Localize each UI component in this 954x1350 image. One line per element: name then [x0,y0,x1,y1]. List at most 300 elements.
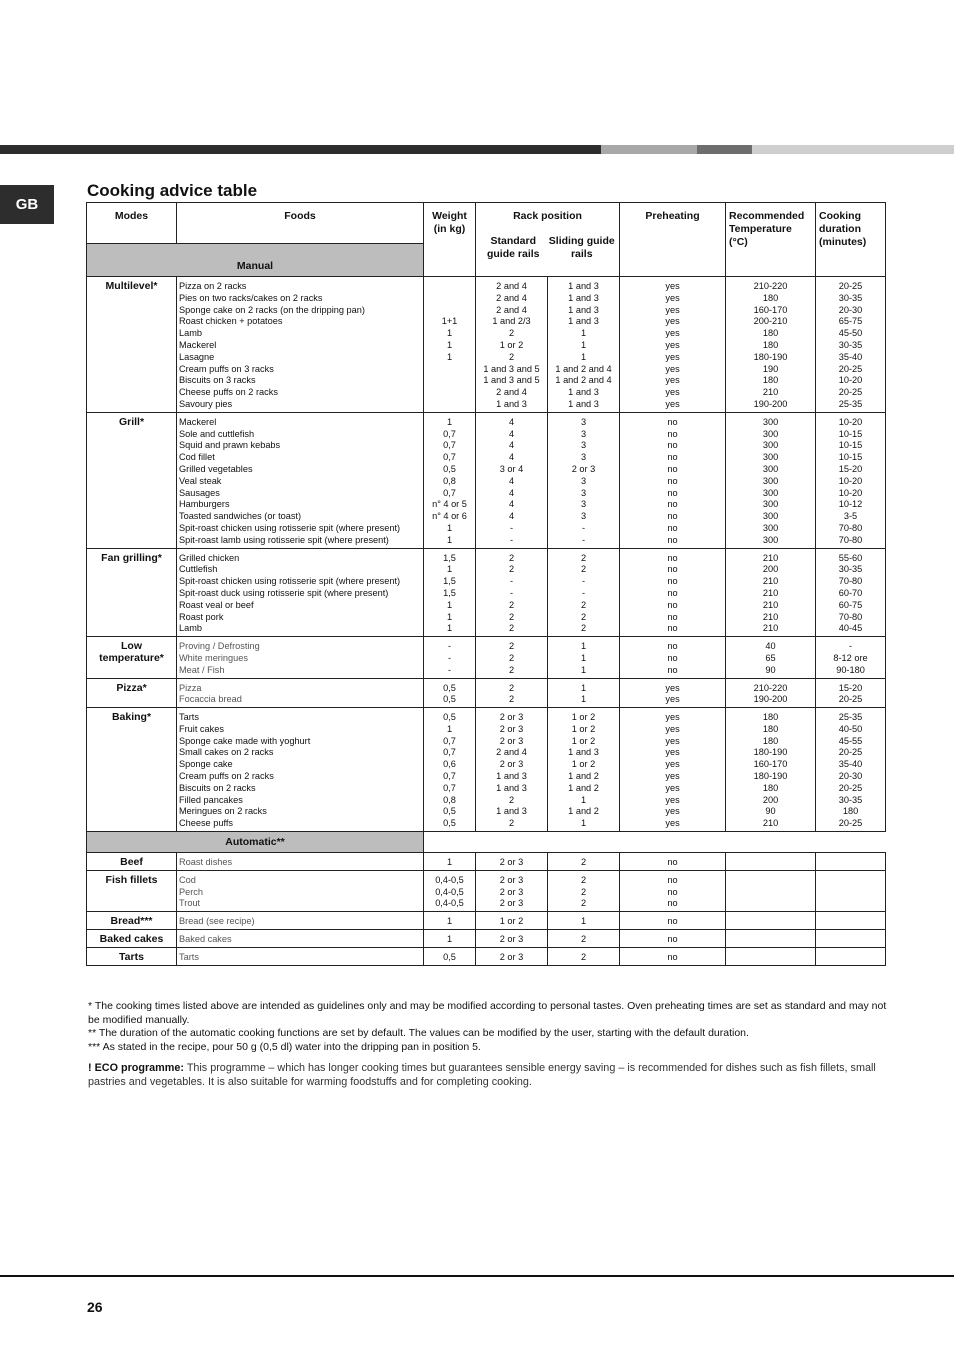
temperature-cell-line: 300 [762,463,779,474]
temperature-cell-line: 300 [762,452,779,463]
weight-cell [424,870,476,911]
duration-cell-line: 65-75 [838,316,863,327]
weight-cell-line [426,375,473,387]
sliding-rails-cell-line: 1 and 3 [568,747,599,758]
temperature-cell-line: 180-190 [753,351,788,362]
foods-cell-line: Cream puffs on 2 racks [179,771,274,782]
bottom-rule [0,1275,954,1277]
temperature-cell [726,708,816,832]
weight-cell-line: 0,5 [443,682,456,693]
sliding-rails-cell-line: 3 [580,511,587,522]
eco-programme-note [88,1062,888,1089]
temperature-cell-line: 180 [762,735,779,746]
foods-cell-line: Cod fillet [179,452,215,463]
temperature-cell-line: 210 [762,599,779,610]
standard-rails-cell [476,708,548,832]
automatic-row [87,853,886,871]
temperature-cell [726,947,816,965]
foods-cell-line: Tarts [179,951,199,962]
preheating-cell-line: yes [665,387,680,398]
header-standard: Standard guide rails [486,235,540,260]
temperature-cell-line: 180-190 [753,747,788,758]
duration-cell-line: 35-40 [838,351,863,362]
preheating-cell-line: no [667,511,678,522]
standard-rails-cell-line: 2 [508,564,515,575]
sliding-rails-cell-line: 1 [580,652,587,663]
duration-cell [816,548,886,637]
preheating-cell-line: yes [665,304,680,315]
duration-cell-line: 60-75 [838,599,863,610]
duration-cell-line: 20-30 [838,771,863,782]
foods-cell-line: Toasted sandwiches (or toast) [179,511,302,522]
sliding-rails-cell-line: 1 and 2 [568,771,599,782]
eco-label: ! ECO programme: [88,1062,184,1074]
weight-cell-line: 1 [446,522,453,533]
foods-cell-line: Sole and cuttlefish [179,428,255,439]
manual-row [87,277,886,413]
mode-name: Baking* [87,708,177,832]
preheating-cell [620,853,726,871]
header-preheating: Preheating [620,203,726,277]
preheating-cell-line: no [667,934,678,945]
header-weight [424,203,476,277]
duration-cell [816,947,886,965]
duration-cell-line: 20-25 [838,281,863,291]
temperature-cell-line: 210 [762,576,779,587]
standard-rails-cell-line: - [509,587,514,598]
duration-cell [816,637,886,678]
temperature-cell-line: 200-210 [753,316,788,327]
preheating-cell-line: no [667,463,678,474]
weight-cell-line: 0,8 [443,475,456,486]
header-weight-label: Weight (in kg) [432,210,467,235]
header-rack-position [476,203,620,277]
temperature-cell-line: 210 [762,623,779,634]
weight-cell-line: 1+1 [441,316,458,327]
duration-cell-line: 10-20 [838,475,863,486]
temperature-cell [726,930,816,948]
foods-cell-line: Spit-roast lamb using rotisserie spit (where present) [179,534,389,545]
foods-cell-line: Small cakes on 2 racks [179,747,274,758]
mode-name: Baked cakes [87,930,177,948]
manual-row [87,548,886,637]
sliding-rails-cell-line: 1 [580,916,587,927]
sliding-rails-cell [548,912,620,930]
preheating-cell-line: yes [665,328,680,339]
foods-cell-line: Perch [179,886,204,897]
duration-cell-line: 20-30 [838,304,863,315]
temperature-cell-line: 210 [762,552,779,563]
weight-cell-line [426,281,473,293]
temperature-cell-line: 210 [762,611,779,622]
temperature-cell [726,678,816,708]
weight-cell-line: 0,4-0,5 [435,898,464,909]
temperature-cell-line: 300 [762,475,779,486]
preheating-cell-line: no [667,641,678,652]
temperature-cell-line: 300 [762,534,779,545]
temperature-cell-line: 200 [762,564,779,575]
duration-cell-line: 20-25 [838,387,863,398]
weight-cell-line: 0,5 [443,951,456,962]
duration-cell-line: 70-80 [838,522,863,533]
cooking-advice-table [86,202,886,966]
duration-cell-line: 15-20 [838,463,863,474]
standard-rails-cell-line: 4 [508,440,515,451]
temperature-cell-line: 300 [762,487,779,498]
duration-cell-line: 20-25 [838,363,863,374]
duration-cell-line: 10-20 [838,416,863,427]
duration-cell-line: 10-15 [838,428,863,439]
temperature-cell-line: 180 [762,782,779,793]
duration-cell-line: 10-15 [838,452,863,463]
duration-cell-line: 10-12 [838,499,863,510]
page-title: Cooking advice table [87,181,258,200]
foods-cell-line: Biscuits on 2 racks [179,782,256,793]
sliding-rails-cell-line: 3 [580,416,587,427]
preheating-cell-line: no [667,599,678,610]
temperature-cell-line: 65 [765,652,776,663]
sliding-rails-cell-line: 1 and 3 [568,281,599,291]
duration-cell-line: 25-35 [838,398,863,409]
foods-cell-line: Cheese puffs [179,818,233,829]
sliding-rails-cell-line: 1 and 2 [568,806,599,817]
foods-cell-line: Mackerel [179,416,217,427]
preheating-cell-line: yes [665,782,680,793]
preheating-cell-line: yes [665,316,680,327]
sliding-rails-cell-line: 2 [580,552,587,563]
sliding-rails-cell-line: 1 and 3 [568,387,599,398]
header-rack-label: Rack position [513,210,582,222]
weight-cell-line: 0,6 [443,759,456,770]
preheating-cell-line: no [667,623,678,634]
foods-cell-line: Veal steak [179,475,222,486]
footnote-2: ** The duration of the automatic cooking functions are set by default. The values can be modified by the user, starting with the default duration. [88,1027,749,1039]
preheating-cell-line: yes [665,806,680,817]
standard-rails-cell [476,853,548,871]
foods-cell [177,930,424,948]
sliding-rails-cell-line: 1 and 2 and 4 [555,363,612,374]
weight-cell-line: 0,7 [443,487,456,498]
preheating-cell [620,548,726,637]
preheating-cell-line: no [667,452,678,463]
duration-cell-line: 70-80 [838,611,863,622]
foods-cell-line: White meringues [179,652,248,663]
sliding-rails-cell [548,947,620,965]
sliding-rails-cell-line: - [581,576,586,587]
preheating-cell-line: no [667,664,678,675]
weight-cell-line: 1 [446,351,453,362]
temperature-cell-line: 180-190 [753,771,788,782]
sliding-rails-cell-line: 1 and 3 [568,292,599,303]
foods-cell-line: Bread (see recipe) [179,916,255,927]
preheating-cell-line: no [667,587,678,598]
standard-rails-cell-line: 2 [508,652,515,663]
temperature-cell-line: 180 [762,339,779,350]
temperature-cell-line: 160-170 [753,759,788,770]
duration-cell [816,678,886,708]
weight-cell [424,853,476,871]
temperature-cell-line: 160-170 [753,304,788,315]
temperature-cell [726,548,816,637]
preheating-cell [620,708,726,832]
preheating-cell-line: yes [665,735,680,746]
foods-cell [177,637,424,678]
temperature-cell-line: 300 [762,440,779,451]
preheating-cell-line: yes [665,682,680,693]
sliding-rails-cell-line: 2 [580,611,587,622]
manual-row [87,708,886,832]
automatic-section-header: Automatic** [87,832,424,853]
duration-cell [816,412,886,548]
automatic-row [87,930,886,948]
duration-cell-line: 25-35 [838,712,863,723]
header-temperature: Recommended Temperature (°C) [726,203,816,277]
weight-cell-line [426,293,473,305]
header-sliding: Sliding guide rails [548,235,615,260]
weight-cell-line: 1 [446,416,453,427]
standard-rails-cell-line: 2 [508,794,515,805]
duration-cell-line: - [848,641,853,652]
duration-cell-line: 40-45 [838,623,863,634]
preheating-cell-line: yes [665,759,680,770]
footnote-1: * The cooking times listed above are intended as guidelines only and may be modified according to personal tastes. Oven preheating times are set as standard and may not be modified manually. [88,1000,887,1026]
mode-name: Pizza* [87,678,177,708]
preheating-cell-line: no [667,475,678,486]
footnote-3: *** As stated in the recipe, pour 50 g (0,5 dl) water into the dripping pan in position 5. [88,1040,481,1053]
preheating-cell-line: no [667,499,678,510]
standard-rails-cell-line: 2 [508,599,515,610]
duration-cell [816,708,886,832]
standard-rails-cell-line: 3 or 4 [499,463,524,474]
duration-cell-line: 70-80 [838,534,863,545]
temperature-cell-line: 180 [762,292,779,303]
preheating-cell-line: yes [665,339,680,350]
foods-cell [177,548,424,637]
standard-rails-cell-line: 2 or 3 [499,886,524,897]
mode-name: Fish fillets [87,870,177,911]
duration-cell [816,912,886,930]
manual-row [87,412,886,548]
foods-cell-line: Sponge cake on 2 racks (on the dripping pan) [179,304,365,315]
weight-cell-line: 0,7 [443,440,456,451]
standard-rails-cell-line: 4 [508,428,515,439]
standard-rails-cell-line: 2 or 3 [499,723,524,734]
standard-rails-cell-line: 2 [508,552,515,563]
foods-cell-line: Lamb [179,623,202,634]
preheating-cell-line: no [667,898,678,909]
weight-cell-line: 1 [446,916,453,927]
sliding-rails-cell-line: 1 [580,818,587,829]
weight-cell-line: - [447,641,452,652]
language-tab: GB [0,185,54,224]
temperature-cell-line: 90 [765,806,776,817]
temperature-cell-line: 180 [762,723,779,734]
foods-cell-line: Roast dishes [179,857,233,868]
sliding-rails-cell-line: 2 [580,564,587,575]
sliding-rails-cell [548,277,620,413]
sliding-rails-cell-line: 1 [580,682,587,693]
sliding-rails-cell-line: 3 [580,499,587,510]
standard-rails-cell-line: 2 and 4 [496,387,527,398]
standard-rails-cell-line: 1 and 3 and 5 [483,375,540,386]
temperature-cell [726,412,816,548]
duration-cell-line: 8-12 ore [833,652,868,663]
standard-rails-cell-line: 2 and 4 [496,304,527,315]
page-number: 26 [87,1299,103,1315]
standard-rails-cell-line: 1 or 2 [499,339,524,350]
foods-cell [177,277,424,413]
preheating-cell-line: yes [665,723,680,734]
weight-cell-line: n° 4 or 6 [432,511,467,522]
weight-cell-line: 1 [446,339,453,350]
weight-cell-line: 1 [446,723,453,734]
preheating-cell-line: yes [665,747,680,758]
preheating-cell-line: yes [665,712,680,723]
sliding-rails-cell-line: 1 and 3 [568,316,599,327]
weight-cell-line: 1 [446,328,453,339]
preheating-cell [620,870,726,911]
sliding-rails-cell-line: 2 or 3 [571,463,596,474]
temperature-cell-line: 300 [762,522,779,533]
weight-cell-line: - [447,664,452,675]
duration-cell-line: 60-70 [838,587,863,598]
weight-cell-line: 1 [446,534,453,545]
sliding-rails-cell-line: 1 [580,664,587,675]
duration-cell-line: 10-20 [838,375,863,386]
foods-cell [177,853,424,871]
duration-cell-line: 20-25 [838,747,863,758]
weight-cell-line: - [447,652,452,663]
standard-rails-cell-line: - [509,576,514,587]
duration-cell-line: 180 [842,806,859,817]
temperature-cell-line: 90 [765,664,776,675]
sliding-rails-cell-line: 1 or 2 [571,735,596,746]
foods-cell-line: Roast chicken + potatoes [179,316,283,327]
sliding-rails-cell-line: 1 or 2 [571,723,596,734]
mode-name: Beef [87,853,177,871]
weight-cell-line [426,387,473,399]
automatic-row [87,870,886,911]
duration-cell-line: 20-25 [838,782,863,793]
weight-cell [424,637,476,678]
preheating-cell-line: yes [665,292,680,303]
preheating-cell [620,678,726,708]
standard-rails-cell-line: 2 [508,641,515,652]
temperature-cell-line: 180 [762,712,779,723]
temperature-cell-line: 190-200 [753,694,788,705]
foods-cell-line: Meat / Fish [179,664,225,675]
standard-rails-cell-line: 4 [508,475,515,486]
duration-cell [816,930,886,948]
manual-section-header: Manual [87,244,424,277]
duration-cell [816,277,886,413]
weight-cell-line: 0,7 [443,782,456,793]
duration-cell-line: 15-20 [838,682,863,693]
preheating-cell-line: no [667,534,678,545]
preheating-cell-line: yes [665,375,680,386]
standard-rails-cell-line: 2 [508,351,515,362]
sliding-rails-cell [548,930,620,948]
duration-cell-line: 3-5 [843,511,858,522]
weight-cell [424,548,476,637]
sliding-rails-cell-line: 1 and 3 [568,398,599,409]
temperature-cell-line: 200 [762,794,779,805]
automatic-header-row [87,832,886,853]
foods-cell-line: Focaccia bread [179,694,242,705]
sliding-rails-cell [548,853,620,871]
foods-cell-line: Lamb [179,328,202,339]
weight-cell-line: 0,7 [443,735,456,746]
weight-cell-line: 0,7 [443,771,456,782]
standard-rails-cell-line: 2 and 4 [496,747,527,758]
foods-cell-line: Hamburgers [179,499,230,510]
foods-cell-line: Sausages [179,487,220,498]
temperature-cell-line: 210 [762,818,779,829]
standard-rails-cell-line: 2 or 3 [499,857,524,868]
temperature-cell-line: 210-220 [753,281,788,291]
preheating-cell-line: no [667,951,678,962]
foods-cell-line: Spit-roast chicken using rotisserie spit (where present) [179,576,401,587]
standard-rails-cell-line: 2 or 3 [499,898,524,909]
foods-cell-line: Spit-roast chicken using rotisserie spit (where present) [179,522,401,533]
preheating-cell [620,412,726,548]
foods-cell-line: Biscuits on 3 racks [179,375,256,386]
footnotes [88,1000,888,1054]
duration-cell [816,870,886,911]
sliding-rails-cell-line: 3 [580,475,587,486]
weight-cell-line: 0,5 [443,463,456,474]
standard-rails-cell-line: 2 or 3 [499,874,524,885]
preheating-cell-line: yes [665,794,680,805]
foods-cell-line: Filled pancakes [179,794,243,805]
duration-cell-line: 40-50 [838,723,863,734]
sliding-rails-cell-line: 1 [580,339,587,350]
temperature-cell [726,853,816,871]
weight-cell-line: n° 4 or 5 [432,499,467,510]
preheating-cell-line: no [667,440,678,451]
standard-rails-cell-line: 2 and 4 [496,281,527,291]
manual-row [87,678,886,708]
standard-rails-cell-line: - [509,522,514,533]
preheating-cell-line: yes [665,351,680,362]
foods-cell [177,870,424,911]
temperature-cell-line: 300 [762,428,779,439]
foods-cell-line: Pizza [179,682,202,693]
top-color-bar [0,145,954,154]
standard-rails-cell-line: 2 [508,611,515,622]
weight-cell-line: 0,4-0,5 [435,874,464,885]
foods-cell-line: Pies on two racks/cakes on 2 racks [179,292,323,303]
duration-cell-line: 70-80 [838,576,863,587]
sliding-rails-cell-line: 1 or 2 [571,759,596,770]
weight-cell-line: 0,5 [443,694,456,705]
header-modes: Modes [87,203,177,244]
sliding-rails-cell [548,678,620,708]
weight-cell-line: 0,5 [443,818,456,829]
standard-rails-cell-line: 2 or 3 [499,712,524,723]
foods-cell-line: Fruit cakes [179,723,224,734]
sliding-rails-cell-line: 1 [580,641,587,652]
standard-rails-cell-line: 1 and 3 [496,782,527,793]
standard-rails-cell [476,947,548,965]
duration-cell-line: 30-35 [838,794,863,805]
preheating-cell-line: yes [665,771,680,782]
weight-cell-line [426,399,473,411]
preheating-cell-line: no [667,487,678,498]
weight-cell-line: 0,7 [443,428,456,439]
preheating-cell-line: no [667,916,678,927]
sliding-rails-cell [548,870,620,911]
